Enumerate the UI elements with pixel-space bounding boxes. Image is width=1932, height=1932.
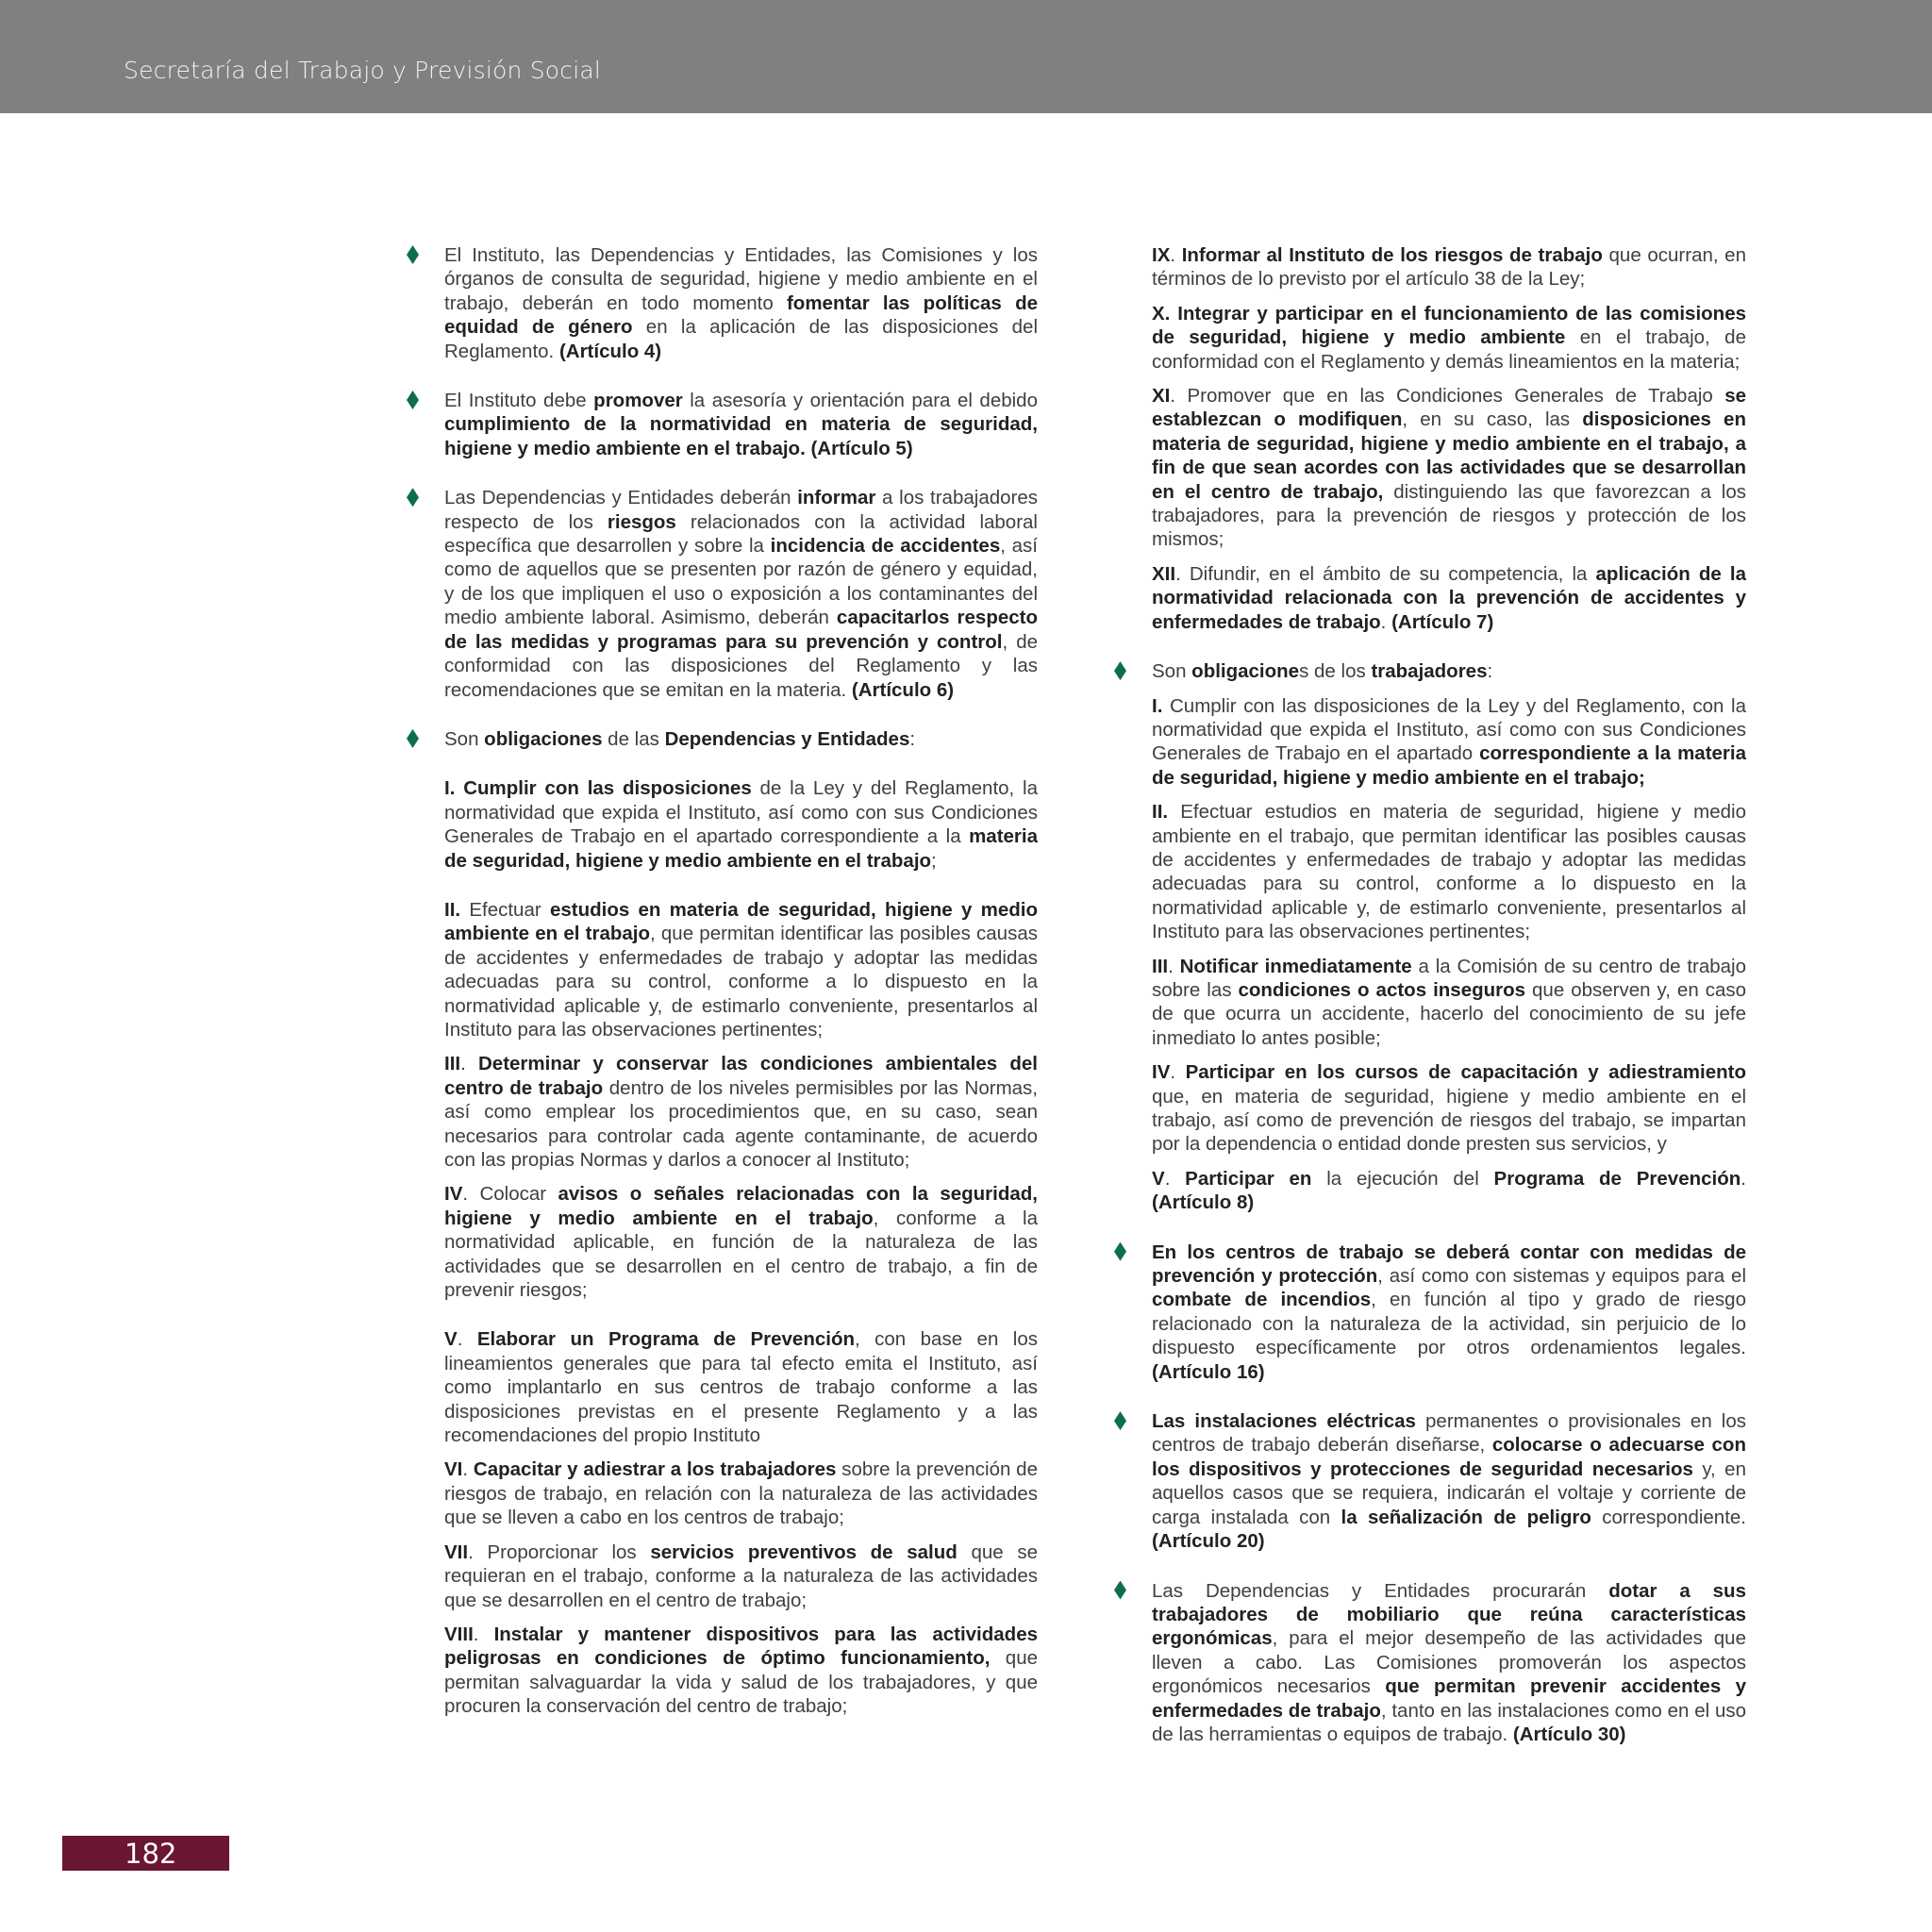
list-item	[1152, 800, 1746, 943]
bullet-item-articulo-30	[1152, 1579, 1746, 1747]
bold-text: incidencia de accidentes	[770, 535, 1001, 558]
paragraph: XII. Difundir, en el ámbito de su competencia, la aplicación de la normatividad relacionada con la prevención de accidentes y enfermedades de trabajo. (Artículo 7)	[1152, 562, 1746, 633]
diamond-bullet-icon	[1114, 661, 1126, 680]
bold-text: (Artículo 16)	[1152, 1360, 1265, 1383]
paragraph: V. Elaborar un Programa de Prevención, con base en los lineamientos generales que para tal efecto emita el Instituto, así como implantarlo en sus centros de trabajo conforme a las disposiciones previstas en el presente Reglamento y a las recomendaciones del propio Instituto	[444, 1328, 1038, 1447]
paragraph: El Instituto debe promover la asesoría y orientación para el debido cumplimiento de la normatividad en materia de seguridad, higiene y medio ambiente en el trabajo. (Artículo 5)	[444, 390, 1038, 459]
bold-text: obligacione	[1191, 660, 1300, 683]
bold-text: correspondiente a la materia de seguridad, higiene y medio ambiente en el trabajo;	[1152, 742, 1747, 789]
paragraph: V. Participar en la ejecución del Programa de Prevención. (Artículo 8)	[1152, 1167, 1746, 1214]
list-item	[444, 1541, 1038, 1612]
bold-text: IX	[1152, 244, 1171, 266]
list-item	[444, 1327, 1038, 1447]
bold-text: capacitarlos respecto de las medidas y programas para su prevención y control	[444, 607, 1038, 653]
list-item	[444, 1457, 1038, 1529]
bold-text: Capacitar y adiestrar a los trabajadores	[473, 1458, 837, 1481]
list-item	[1152, 694, 1746, 791]
bold-text: VIII	[444, 1623, 474, 1645]
bold-text: colocarse o adecuarse con los dispositivos y protecciones de seguridad necesarios	[1152, 1434, 1746, 1480]
bold-text: informar	[797, 487, 876, 509]
bold-text: que permitan prevenir accidentes y enfermedades de trabajo	[1152, 1675, 1746, 1722]
list-item	[1152, 384, 1746, 552]
bullet-item-articulo-20	[1152, 1409, 1746, 1553]
paragraph: IV. Colocar avisos o señales relacionadas con la seguridad, higiene y medio ambiente en el trabajo, conforme a la normatividad aplicable, en función de la naturaleza de las actividades que se desarrollen en el centro de trabajo, a fin de prevenir riesgos;	[444, 1183, 1038, 1302]
header-title: Secretaría del Trabajo y Previsión Social	[124, 57, 602, 84]
paragraph: III. Notificar inmediatamente a la Comisión de su centro de trabajo sobre las condiciones o actos inseguros que observen y, en caso de que ocurra un accidente, hacerlo del conocimiento de su jefe inmediato lo antes posible;	[1152, 955, 1747, 1049]
paragraph: II. Efectuar estudios en materia de seguridad, higiene y medio ambiente en el trabajo, que permitan identificar las posibles causas de accidentes y enfermedades de trabajo y adoptar las medidas adecuadas para su control, conforme a lo dispuesto en la normatividad aplicable y, de estimarlo conveniente, presentarlos al Instituto para las observaciones pertinentes;	[1152, 801, 1746, 943]
bold-text: la señalización de peligro	[1341, 1506, 1591, 1528]
paragraph: Son obligaciones de las Dependencias y Entidades:	[444, 727, 916, 750]
bold-text: fomentar las políticas de equidad de género	[444, 291, 1038, 339]
bold-text: obligaciones	[484, 727, 603, 750]
page-header-bar	[0, 0, 1932, 113]
bold-text: aplicación de la normatividad relacionada con la prevención de accidentes y enfermedades de trabajo	[1152, 562, 1746, 633]
bold-text: (Artículo 4)	[558, 340, 662, 362]
bold-text: cumplimiento de la normatividad en materia de seguridad, higiene y medio ambiente en el trabajo. (Artículo 5)	[444, 413, 1038, 459]
bullet-item-articulo-4	[444, 243, 1038, 363]
paragraph: VI. Capacitar y adiestrar a los trabajadores sobre la prevención de riesgos de trabajo, en relación con la naturaleza de las actividades que se lleven a cabo en los centros de trabajo;	[444, 1458, 1038, 1529]
diamond-bullet-icon	[407, 245, 419, 264]
bold-text: X. Integrar y participar en el funcionamiento de las comisiones de seguridad, higiene y medio ambiente	[1152, 302, 1746, 349]
bold-text: condiciones o actos inseguros	[1238, 978, 1526, 1001]
bold-text: III	[1152, 955, 1169, 977]
diamond-bullet-icon	[407, 729, 419, 748]
bold-text: Notificar inmediatamente	[1179, 955, 1412, 977]
bold-text: (Artículo 7)	[1391, 610, 1494, 633]
bold-text: promover	[593, 390, 683, 412]
right-column	[1152, 243, 1746, 1772]
bold-text: avisos o señales relacionadas con la seguridad, higiene y medio ambiente en el trabajo	[444, 1183, 1038, 1229]
bullet-item-obligaciones-trabajadores	[1152, 659, 1746, 683]
paragraph: I. Cumplir con las disposiciones de la Ley y del Reglamento, la normatividad que expida el Instituto, así como con sus Condiciones Generales de Trabajo en el apartado correspondiente a la materia de seguridad, higiene y medio ambiente en el trabajo;	[444, 777, 1039, 872]
bold-text: (Artículo 20)	[1152, 1530, 1265, 1553]
list-item	[444, 1052, 1038, 1172]
bold-text: XI	[1152, 385, 1171, 408]
bold-text: V	[1152, 1167, 1165, 1190]
bold-text: (Artículo 8)	[1152, 1191, 1255, 1214]
list-item	[1152, 1167, 1746, 1215]
bold-text: En los centros de trabajo se deberá contar con medidas de prevención y protección	[1152, 1241, 1746, 1288]
bold-text: V	[444, 1328, 458, 1351]
bold-text: se establezcan o modifiquen	[1152, 385, 1746, 431]
bold-text: III	[444, 1053, 461, 1075]
bold-text: II.	[1152, 801, 1169, 824]
list-item	[444, 898, 1038, 1041]
bold-text: riesgos	[607, 510, 676, 533]
paragraph: VII. Proporcionar los servicios preventivos de salud que se requieran en el trabajo, conforme a la naturaleza de las actividades que se desarrollen en el centro de trabajo;	[444, 1541, 1039, 1611]
list-item	[1152, 302, 1746, 374]
paragraph: X. Integrar y participar en el funcionamiento de las comisiones de seguridad, higiene y medio ambiente en el trabajo, de conformidad con el Reglamento y demás lineamientos en la materia;	[1152, 302, 1746, 373]
bold-text: VII	[444, 1541, 469, 1563]
bullet-item-obligaciones-dependencias	[444, 727, 1038, 751]
bold-text: I.	[1152, 694, 1163, 717]
bold-text: Informar al Instituto de los riesgos de trabajo	[1181, 244, 1603, 266]
paragraph: Las instalaciones eléctricas permanentes o provisionales en los centros de trabajo deberán diseñarse, colocarse o adecuarse con los dispositivos y protecciones de seguridad necesarios y, en aquellos casos que se requiera, indicarán el voltaje y corriente de carga instalada con la señalización de peligro correspondiente. (Artículo 20)	[1152, 1410, 1746, 1553]
bold-text: Dependencias y Entidades	[664, 727, 910, 750]
diamond-bullet-icon	[1114, 1411, 1126, 1430]
bold-text: II.	[444, 898, 461, 921]
list-item	[1152, 243, 1746, 291]
page-number-badge	[62, 1836, 229, 1871]
paragraph: En los centros de trabajo se deberá contar con medidas de prevención y protección, así como con sistemas y equipos para el combate de incendios, en función al tipo y grado de riesgo relacionado con la naturaleza de la actividad, sin perjuicio de lo dispuesto específicamente por otros ordenamientos legales. (Artículo 16)	[1152, 1241, 1746, 1383]
list-item	[444, 1182, 1038, 1302]
bold-text: XII	[1152, 562, 1176, 585]
paragraph: III. Determinar y conservar las condiciones ambientales del centro de trabajo dentro de los niveles permisibles por las Normas, así como emplear los procedimientos que, en su caso, sean necesarios para controlar cada agente contaminante, de acuerdo con las propias Normas y darlos a conocer al Instituto;	[444, 1053, 1038, 1171]
bold-text: Determinar y conservar las condiciones ambientales del centro de trabajo	[444, 1053, 1038, 1099]
paragraph: II. Efectuar estudios en materia de seguridad, higiene y medio ambiente en el trabajo, que permitan identificar las posibles causas de accidentes y enfermedades de trabajo y adoptar las medidas adecuadas para su control, conforme a lo dispuesto en la normatividad aplicable y, de estimarlo conveniente, presentarlos al Instituto para las observaciones pertinentes;	[444, 898, 1038, 1041]
bold-text: Participar en	[1185, 1167, 1312, 1190]
list-item	[1152, 955, 1746, 1051]
bullet-item-articulo-6	[444, 486, 1038, 702]
bullet-item-articulo-16	[1152, 1241, 1746, 1384]
bold-text: IV	[1152, 1061, 1171, 1084]
bold-text: dotar a sus trabajadores de mobiliario que reúna características ergonómicas	[1152, 1579, 1746, 1650]
bold-text: estudios en materia de seguridad, higiene y medio ambiente en el trabajo	[444, 898, 1038, 945]
paragraph: IX. Informar al Instituto de los riesgos de trabajo que ocurran, en términos de lo previsto por el artículo 38 de la Ley;	[1152, 244, 1746, 291]
page-number: 182	[125, 1838, 177, 1870]
paragraph: VIII. Instalar y mantener dispositivos para las actividades peligrosas en condiciones de óptimo funcionamiento, que permitan salvaguardar la vida y salud de los trabajadores, y que procuren la conservación del centro de trabajo;	[444, 1623, 1039, 1718]
bold-text: Participar en los cursos de capacitación y adiestramiento	[1185, 1061, 1746, 1084]
bold-text: VI	[444, 1458, 463, 1481]
bold-text: servicios preventivos de salud	[650, 1541, 958, 1563]
paragraph: XI. Promover que en las Condiciones Generales de Trabajo se establezcan o modifiquen, en su caso, las disposiciones en materia de seguridad, higiene y medio ambiente en el trabajo, a fin de que sean acordes con las actividades que se desarrollan en el centro de trabajo, distinguiendo las que favorezcan a los trabajadores, para la prevención de riesgos y protección de los mismos;	[1152, 385, 1746, 551]
bold-text: combate de incendios	[1152, 1289, 1372, 1311]
bold-text: Instalar y mantener dispositivos para las actividades peligrosas en condiciones de óptimo funcionamiento,	[444, 1623, 1038, 1670]
bold-text: (Artículo 30)	[1512, 1723, 1626, 1745]
paragraph: Las Dependencias y Entidades procurarán dotar a sus trabajadores de mobiliario que reúna características ergonómicas, para el mejor desempeño de las actividades que lleven a cabo. Las Comisiones promoverán los aspectos ergonómicos necesarios que permitan prevenir accidentes y enfermedades de trabajo, tanto en las instalaciones como en el uso de las herramientas o equipos de trabajo. (Artículo 30)	[1152, 1579, 1746, 1745]
bold-text: Las instalaciones eléctricas	[1152, 1410, 1416, 1433]
paragraph: El Instituto, las Dependencias y Entidades, las Comisiones y los órganos de consulta de seguridad, higiene y medio ambiente en el trabajo, deberán en todo momento fomentar las políticas de equidad de género en la aplicación de las disposiciones del Reglamento. (Artículo 4)	[444, 244, 1039, 362]
paragraph: IV. Participar en los cursos de capacitación y adiestramiento que, en materia de seguridad, higiene y medio ambiente en el trabajo, así como de prevención de riesgos del trabajo, se impartan por la dependencia o entidad donde presten sus servicios, y	[1152, 1061, 1746, 1156]
diamond-bullet-icon	[1114, 1581, 1126, 1600]
bold-text: Programa de Prevención	[1493, 1167, 1741, 1190]
paragraph: I. Cumplir con las disposiciones de la Ley y del Reglamento, con la normatividad que expida el Instituto, así como con sus Condiciones Generales de Trabajo en el apartado correspondiente a la materia de seguridad, higiene y medio ambiente en el trabajo;	[1152, 694, 1747, 789]
list-item	[444, 1623, 1038, 1719]
bold-text: Elaborar un Programa de Prevención	[476, 1328, 855, 1351]
bold-text: I. Cumplir con las disposiciones	[444, 777, 752, 800]
diamond-bullet-icon	[407, 488, 419, 507]
paragraph: Son obligaciones de los trabajadores:	[1152, 660, 1493, 683]
bold-text: (Artículo 6)	[851, 678, 955, 701]
list-item	[1152, 1060, 1746, 1157]
bullet-item-articulo-5	[444, 389, 1038, 460]
list-item	[444, 776, 1038, 873]
diamond-bullet-icon	[1114, 1242, 1126, 1261]
list-item	[1152, 562, 1746, 634]
left-column	[444, 243, 1038, 1729]
bold-text: materia de seguridad, higiene y medio ambiente en el trabajo	[444, 825, 1038, 872]
bold-text: disposiciones en materia de seguridad, higiene y medio ambiente en el trabajo, a fin de que sean acordes con las actividades que se desarrollan en el centro de trabajo,	[1152, 408, 1746, 503]
bold-text: trabajadores	[1371, 660, 1488, 683]
bold-text: IV	[444, 1183, 463, 1206]
paragraph: Las Dependencias y Entidades deberán informar a los trabajadores respecto de los riesgos relacionados con la actividad laboral específica que desarrollen y sobre la incidencia de accidentes, así como de aquellos que se presenten por razón de género y equidad, y de los que impliquen el uso o exposición a los contaminantes del medio ambiente laboral. Asimismo, deberán capacitarlos respecto de las medidas y programas para su prevención y control, de conformidad con las disposiciones del Reglamento y las recomendaciones que se emitan en la materia. (Artículo 6)	[444, 487, 1039, 701]
diamond-bullet-icon	[407, 391, 419, 409]
